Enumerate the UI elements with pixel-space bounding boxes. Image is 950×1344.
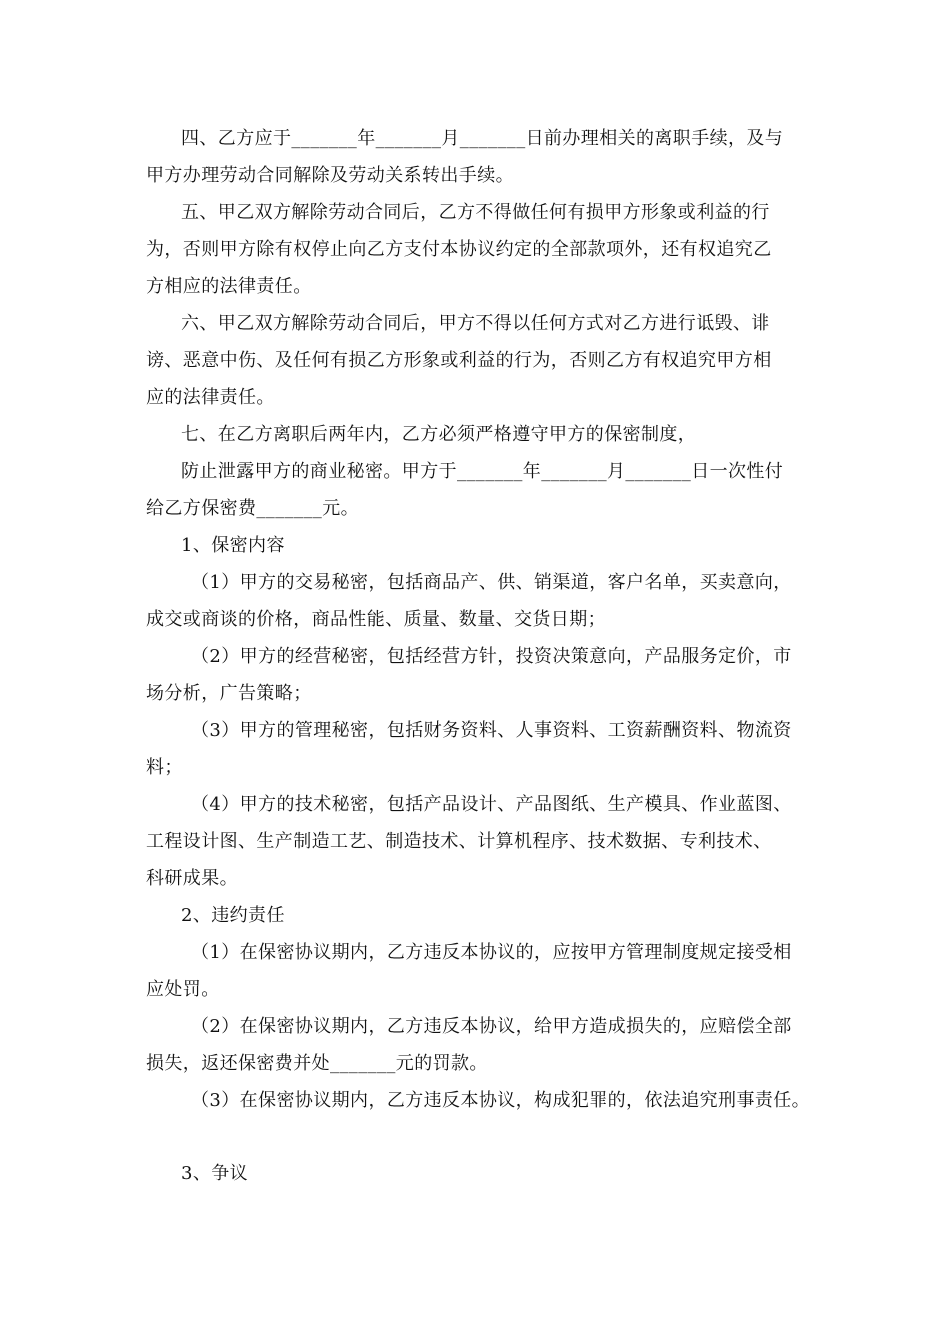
item-1-line-2: 成交或商谈的价格，商品性能、质量、数量、交货日期； [146,609,606,630]
item-3-line-2: 料； [146,757,183,778]
paragraph-7-line-3: 给乙方保密费_______元。 [146,498,359,519]
paragraph-6-line-3: 应的法律责任。 [146,387,275,408]
paragraph-7-line-2: 防止泄露甲方的商业秘密。甲方于_______年_______月_______日一次性付 [181,461,784,482]
item-2-line-1: （2）甲方的经营秘密，包括经营方针，投资决策意向，产品服务定价，市 [191,646,792,667]
paragraph-5-line-2: 为，否则甲方除有权停止向乙方支付本协议约定的全部款项外，还有权追究乙 [146,239,772,260]
paragraph-7-line-1: 七、在乙方离职后两年内，乙方必须严格遵守甲方的保密制度， [181,424,697,445]
item-3-line-1: （3）甲方的管理秘密，包括财务资料、人事资料、工资薪酬资料、物流资 [191,720,792,741]
liability-1-line-1: （1）在保密协议期内，乙方违反本协议的，应按甲方管理制度规定接受相 [191,942,792,963]
paragraph-4-line-1: 四、乙方应于_______年_______月_______日前办理相关的离职手续，及与 [181,128,784,149]
section-heading-confidential-content: 1、保密内容 [181,535,285,556]
section-heading-breach-liability: 2、违约责任 [181,905,285,926]
paragraph-6-line-2: 谤、恶意中伤、及任何有损乙方形象或利益的行为，否则乙方有权追究甲方相 [146,350,772,371]
item-4-line-1: （4）甲方的技术秘密，包括产品设计、产品图纸、生产模具、作业蓝图、 [191,794,792,815]
item-1-line-1: （1）甲方的交易秘密，包括商品产、供、销渠道，客户名单，买卖意向， [191,572,792,593]
liability-2-line-1: （2）在保密协议期内，乙方违反本协议，给甲方造成损失的，应赔偿全部 [191,1016,792,1037]
item-4-line-2: 工程设计图、生产制造工艺、制造技术、计算机程序、技术数据、专利技术、 [146,831,772,852]
item-4-line-3: 科研成果。 [146,868,238,889]
paragraph-5-line-3: 方相应的法律责任。 [146,276,312,297]
paragraph-6-line-1: 六、甲乙双方解除劳动合同后，甲方不得以任何方式对乙方进行诋毁、诽 [181,313,770,334]
liability-1-line-2: 应处罚。 [146,979,220,1000]
liability-2-line-2: 损失，返还保密费并处_______元的罚款。 [146,1053,488,1074]
paragraph-4-line-2: 甲方办理劳动合同解除及劳动关系转出手续。 [146,165,514,186]
document-page [146,120,812,1192]
paragraph-5-line-1: 五、甲乙双方解除劳动合同后，乙方不得做任何有损甲方形象或利益的行 [181,202,770,223]
liability-3-line-1: （3）在保密协议期内，乙方违反本协议，构成犯罪的，依法追究刑事责任。 [191,1090,811,1111]
paragraph-gap [146,1119,812,1155]
section-heading-dispute: 3、争议 [181,1163,249,1184]
item-2-line-2: 场分析，广告策略； [146,683,312,704]
